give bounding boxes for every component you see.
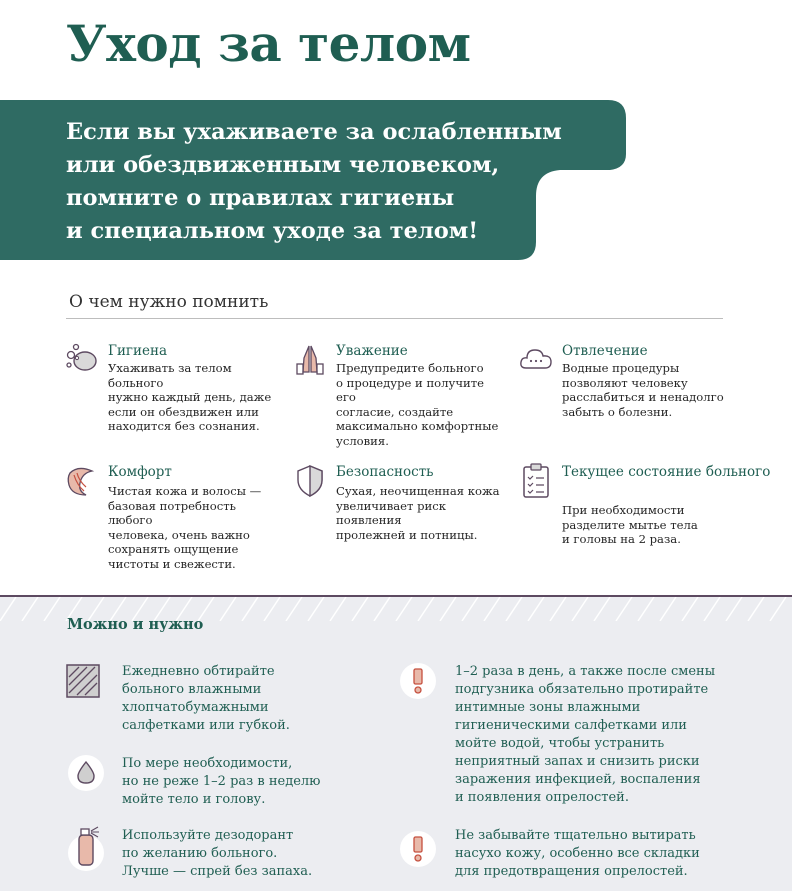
- banner-line: и специальном уходе за телом!: [66, 218, 479, 244]
- hair-comfort-icon: [64, 463, 98, 497]
- banner-text: [66, 116, 562, 248]
- do-section-title: Можно и нужно: [67, 616, 204, 633]
- tip-title: Комфорт: [108, 464, 172, 480]
- tip-title: Безопасность: [336, 464, 434, 480]
- deodorant-spray-icon: [68, 835, 104, 871]
- do-item-text: Не забывайте тщательно вытирать насухо кожу, особенно все складки для предотвращения опрелостей.: [455, 828, 700, 879]
- tip-text: При необходимости разделите мытье тела и головы на 2 раза.: [562, 503, 698, 547]
- water-drop-icon: [68, 755, 104, 791]
- do-item-text: Используйте дезодорант по желанию больного. Лучше — спрей без запаха.: [122, 828, 313, 879]
- banner-line: Если вы ухаживаете за ослабленным: [66, 119, 562, 145]
- praying-hands-icon: [292, 342, 326, 376]
- tip-text: Сухая, неочищенная кожа увеличивает риск появления пролежней и потницы.: [336, 484, 500, 542]
- do-section: [0, 595, 792, 891]
- do-item-text: Ежедневно обтирайте больного влажными хлопчатобумажными салфетками или губкой.: [122, 664, 290, 733]
- tip-text: Водные процедуры позволяют человеку расслабиться и ненадолго забыть о болезни.: [562, 361, 724, 419]
- tip-text: Предупредите больного о процедуре и получите его согласие, создайте максимально комфортные условия.: [336, 361, 499, 448]
- shield-icon: [292, 463, 326, 497]
- exclamation-icon: [400, 663, 436, 699]
- tip-title: Текущее состояние больного: [562, 464, 771, 480]
- tip-text: Ухаживать за телом больного нужно каждый день, даже если он обездвижен или находится без сознания.: [108, 361, 272, 434]
- tip-title: Отвлечение: [562, 343, 648, 359]
- banner-line: или обездвиженным человеком,: [66, 152, 500, 178]
- soap-bubbles-icon: [64, 342, 98, 376]
- tip-text: Чистая кожа и волосы — базовая потребность любого человека, очень важно сохранять ощущение чистоты и свежести.: [108, 484, 262, 571]
- tip-title: Гигиена: [108, 343, 168, 359]
- exclamation-icon: [400, 831, 436, 867]
- do-item-text: 1–2 раза в день, а также после смены подгузника обязательно протирайте интимные зоны влажными гигиеническими салфетками или мойте водой, чтобы устранить неприятный запах и снизить риски заражения инфекцией, воспаления и появления опрелостей.: [455, 664, 716, 805]
- section-title: О чем нужно помнить: [69, 292, 269, 312]
- tip-title: Уважение: [336, 343, 408, 359]
- clipboard-icon: [518, 463, 552, 497]
- banner-line: помните о правилах гигиены: [66, 185, 455, 211]
- section-divider: [66, 318, 723, 319]
- do-item-text: По мере необходимости, но не реже 1–2 раз в неделю мойте тело и голову.: [122, 756, 321, 807]
- wipes-icon: [64, 663, 104, 703]
- page-title: Уход за телом: [66, 14, 471, 73]
- cloud-icon: [518, 342, 552, 376]
